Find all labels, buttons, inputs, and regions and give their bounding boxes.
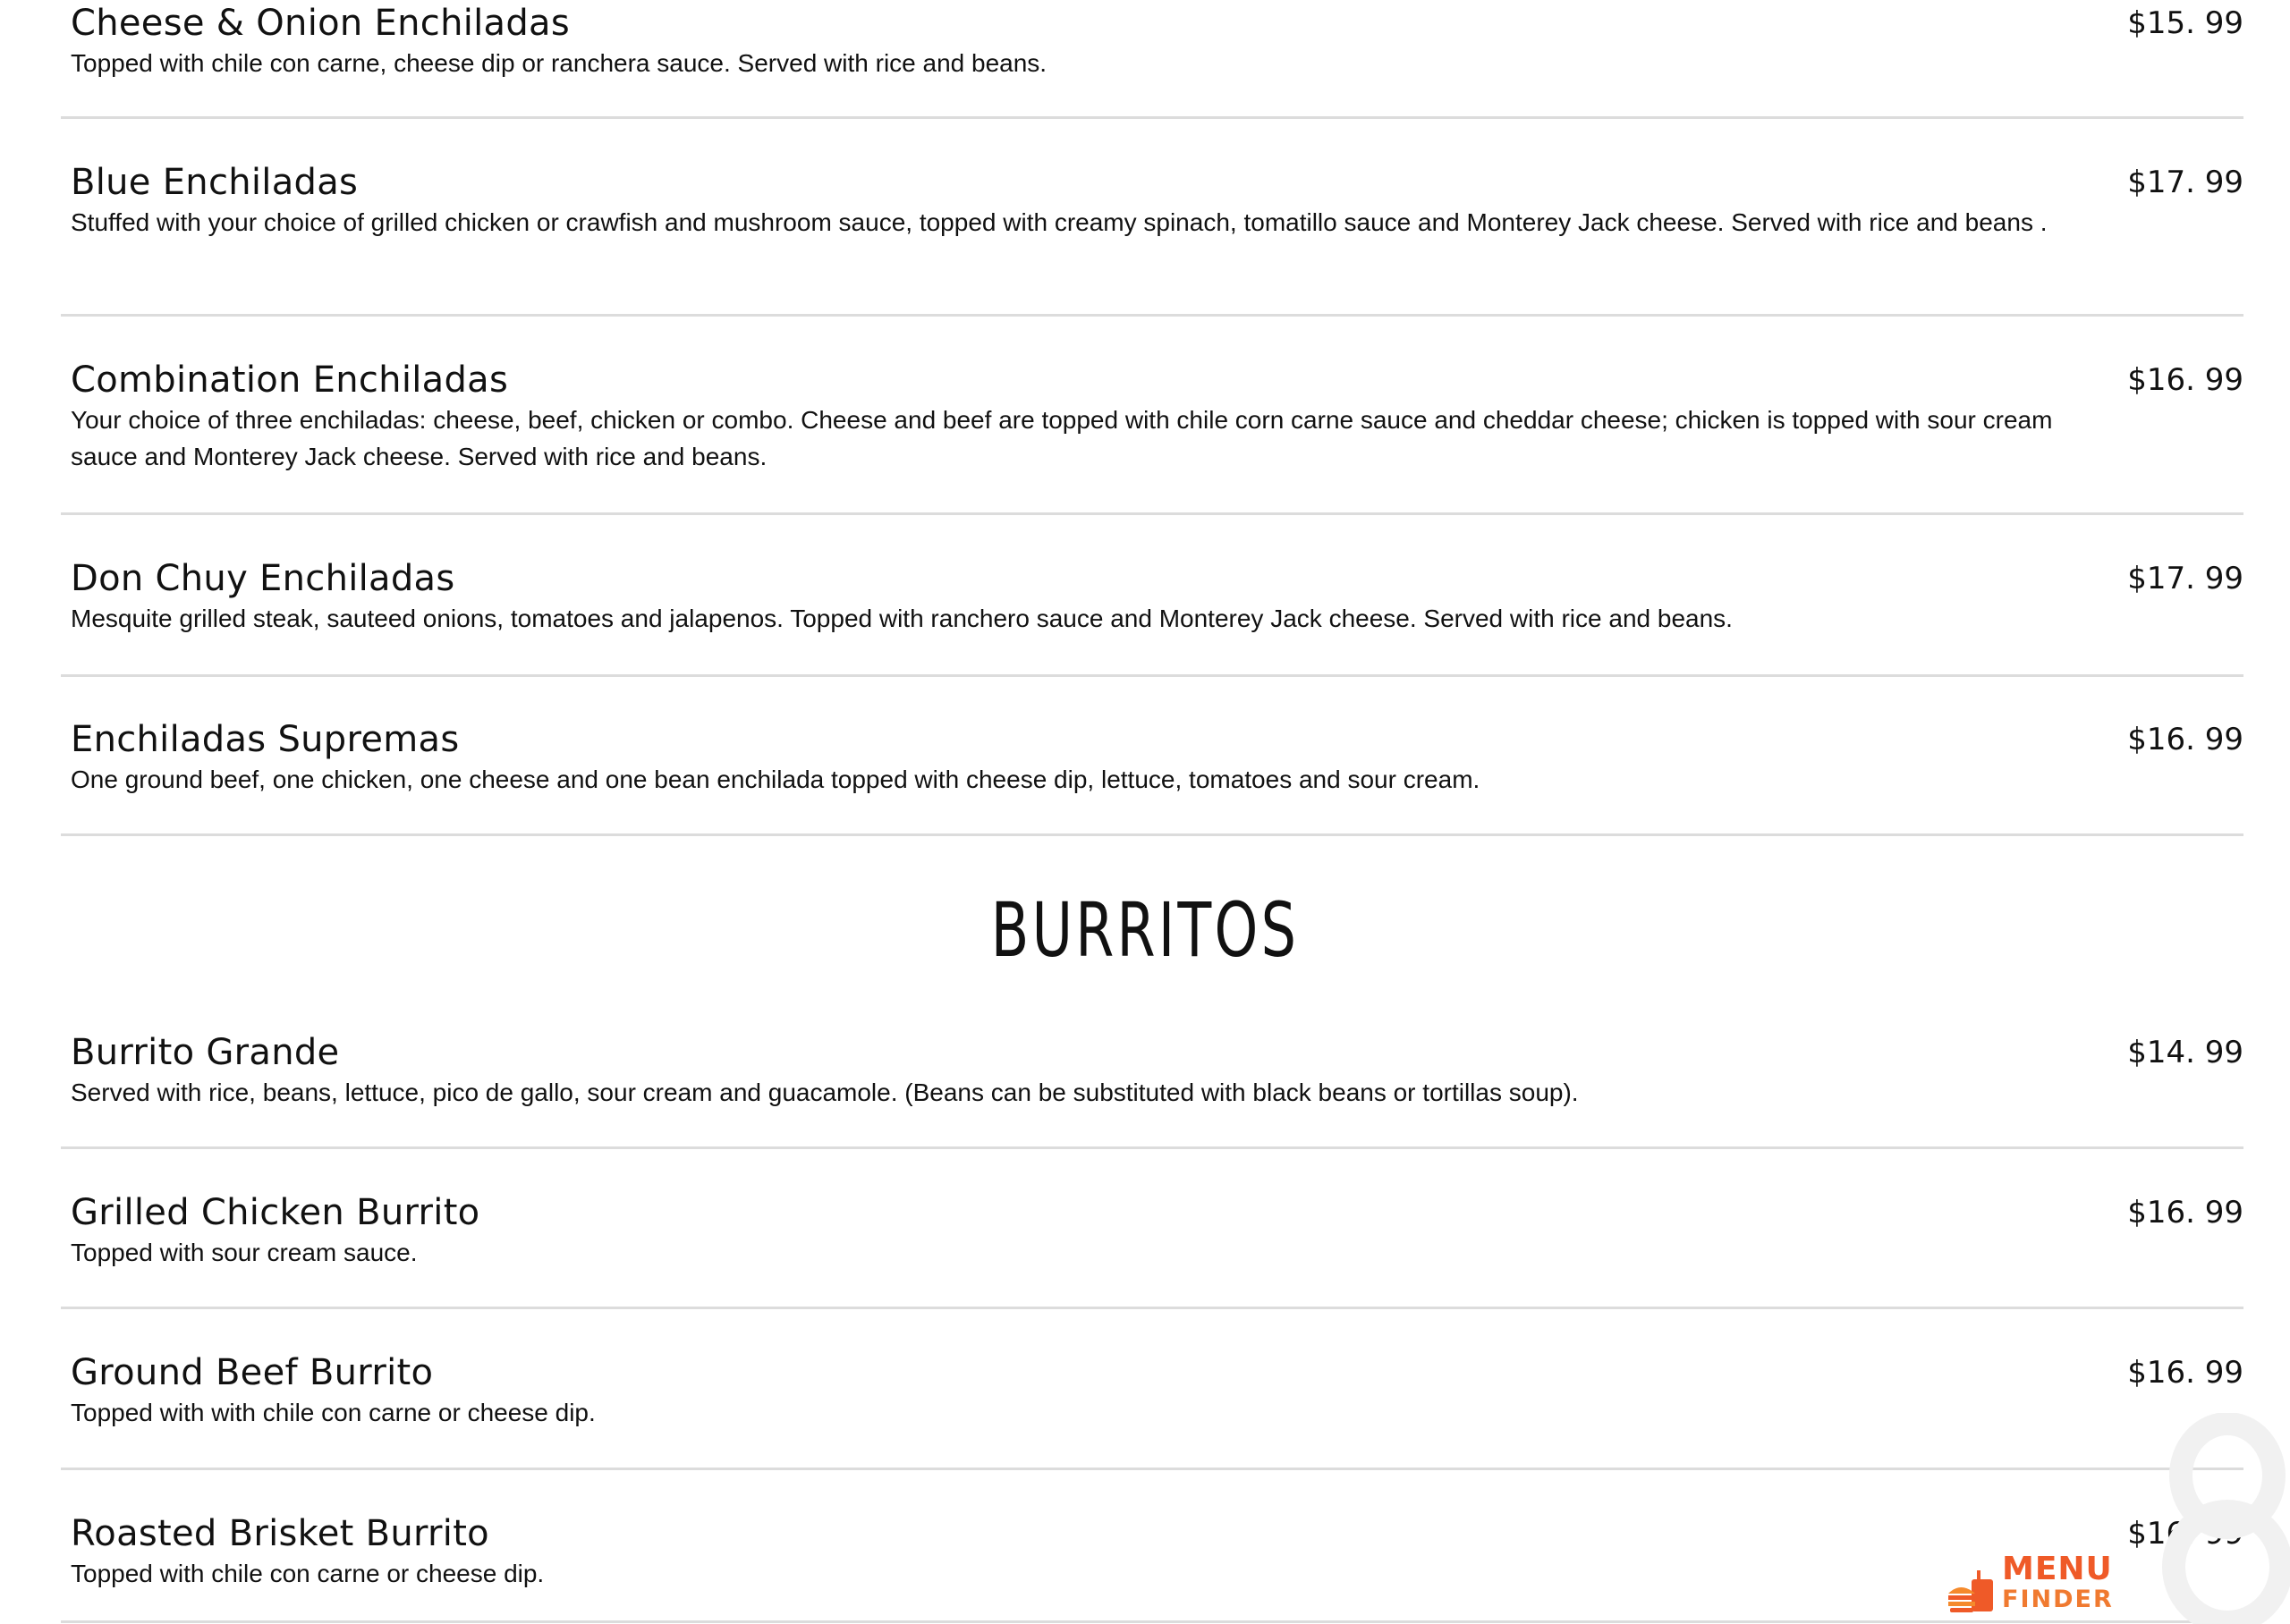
item-name: Combination Enchiladas bbox=[71, 359, 509, 401]
divider bbox=[61, 314, 2243, 317]
item-price: $16. 99 bbox=[2127, 1355, 2243, 1391]
divider bbox=[61, 1307, 2243, 1309]
item-price: $16. 99 bbox=[2127, 722, 2243, 757]
logo-text bbox=[2002, 1551, 2114, 1615]
burger-drink-icon bbox=[1946, 1567, 1997, 1613]
item-name: Grilled Chicken Burrito bbox=[71, 1192, 480, 1233]
item-description: Topped with chile con carne, cheese dip or ranchera sauce. Served with rice and beans. bbox=[71, 49, 1047, 77]
item-description: Topped with chile con carne or cheese dip. bbox=[71, 1560, 545, 1587]
item-name: Don Chuy Enchiladas bbox=[71, 558, 455, 599]
item-price: $17. 99 bbox=[2127, 561, 2243, 596]
item-name: Cheese & Onion Enchiladas bbox=[71, 3, 571, 44]
item-price: $16. 99 bbox=[2127, 1195, 2243, 1231]
item-description: Stuffed with your choice of grilled chicken or crawfish and mushroom sauce, topped with creamy spinach, tomatillo sauce and Monterey Jack cheese. Served with rice and beans . bbox=[71, 208, 2048, 236]
menu-finder-logo bbox=[1946, 1551, 2125, 1617]
divider bbox=[61, 833, 2243, 836]
divider bbox=[61, 116, 2243, 119]
item-price: $17. 99 bbox=[2127, 165, 2243, 200]
item-description: Served with rice, beans, lettuce, pico de gallo, sour cream and guacamole. (Beans can be substituted with black beans or tortillas soup). bbox=[71, 1078, 1579, 1106]
item-price: $15. 99 bbox=[2127, 5, 2243, 41]
item-name: Ground Beef Burrito bbox=[71, 1352, 434, 1393]
item-description: Topped with sour cream sauce. bbox=[71, 1239, 418, 1266]
divider bbox=[61, 512, 2243, 515]
divider bbox=[61, 1146, 2243, 1149]
logo-line-1: MENU bbox=[2002, 1551, 2113, 1587]
divider bbox=[61, 674, 2243, 677]
item-description: Mesquite grilled steak, sauteed onions, tomatoes and jalapenos. Topped with ranchero sauce and Monterey Jack cheese. Served with rice and beans. bbox=[71, 605, 1733, 632]
item-name: Burrito Grande bbox=[71, 1032, 340, 1073]
item-description: Your choice of three enchiladas: cheese, beef, chicken or combo. Cheese and beef are topped with chile corn carne sauce and cheddar cheese; chicken is topped with sour cream sauce and Monterey Jack cheese. Served with rice and beans. bbox=[71, 406, 2053, 470]
item-price: $16. 99 bbox=[2127, 1516, 2243, 1552]
item-description: One ground beef, one chicken, one cheese and one bean enchilada topped with cheese dip, lettuce, tomatoes and sour cream. bbox=[71, 765, 1480, 793]
divider bbox=[61, 1468, 2243, 1470]
item-price: $14. 99 bbox=[2127, 1035, 2243, 1070]
divider bbox=[61, 1620, 2243, 1623]
page-number-watermark bbox=[2156, 1413, 2290, 1624]
item-name: Roasted Brisket Burrito bbox=[71, 1513, 489, 1554]
item-name: Blue Enchiladas bbox=[71, 162, 359, 203]
item-description: Topped with with chile con carne or cheese dip. bbox=[71, 1399, 596, 1426]
item-price: $16. 99 bbox=[2127, 362, 2243, 398]
logo-line-2: FINDER bbox=[2002, 1586, 2114, 1613]
item-name: Enchiladas Supremas bbox=[71, 719, 460, 760]
section-title: BURRITOS bbox=[990, 886, 1300, 974]
